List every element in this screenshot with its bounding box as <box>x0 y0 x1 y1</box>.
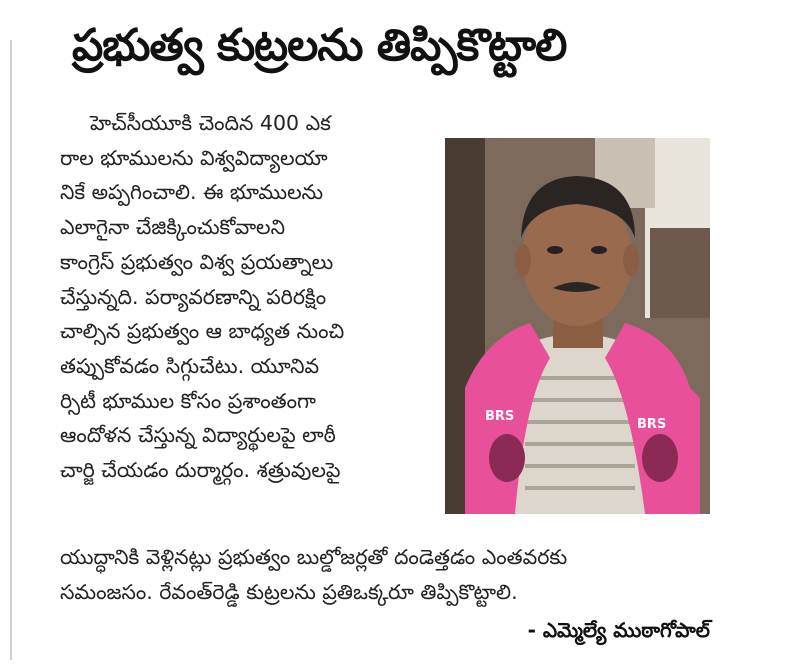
scarf-logo-right: BRS <box>637 417 667 432</box>
portrait-photo <box>445 138 710 514</box>
column-divider <box>10 40 12 660</box>
body-line: తప్పుకోవడం సిగ్గుచేటు. యూనివ <box>60 353 320 378</box>
scarf-logo-left: BRS <box>485 409 515 424</box>
body-line: కాంగ్రెస్‌ ప్రభుత్వం విశ్వ ప్రయత్నాలు <box>60 249 334 274</box>
body-line: చేస్తున్నది. పర్యావరణాన్ని పరిరక్షిం <box>60 284 327 309</box>
article-body-wide <box>60 540 760 609</box>
body-line: ఎలాగైనా చేజిక్కించుకోవాలని <box>60 215 285 240</box>
body-line: చాల్సిన ప్రభుత్వం ఆ బాధ్యత నుంచి <box>60 319 345 344</box>
body-line: హెచ్‌సీయూకి చెందిన 400 ఎక <box>90 111 331 135</box>
body-line: చార్జి చేయడం దుర్మార్గం. శత్రువులపై <box>60 458 341 483</box>
headline: ప్రభుత్వ కుట్రలను తిప్పికొట్టాలి <box>72 20 567 71</box>
article-body-column <box>60 106 440 488</box>
portrait-illustration <box>445 138 710 514</box>
body-line: సమంజసం. రేవంత్‌రెడ్డి కుట్రలను ప్రతిఒక్కరూ తిప్పికొట్టాలి. <box>60 579 518 604</box>
body-line: యుద్ధానికి వెళ్లినట్లు ప్రభుత్వం బుల్డోజర్లతో దండెత్తడం ఎంతవరకు <box>60 545 568 569</box>
body-line: నికే అప్పగించాలి. ఈ భూములను <box>60 180 324 205</box>
body-line: ఆందోళన చేస్తున్న విద్యార్థులపై లాఠీ <box>60 423 336 448</box>
byline: - ఎమ్మెల్యే ముఠాగోపాల్ <box>527 618 710 642</box>
body-line: ర్సిటీ భూముల కోసం ప్రశాంతంగా <box>60 388 316 413</box>
body-line: రాల భూములను విశ్వవిద్యాలయా <box>60 145 328 170</box>
